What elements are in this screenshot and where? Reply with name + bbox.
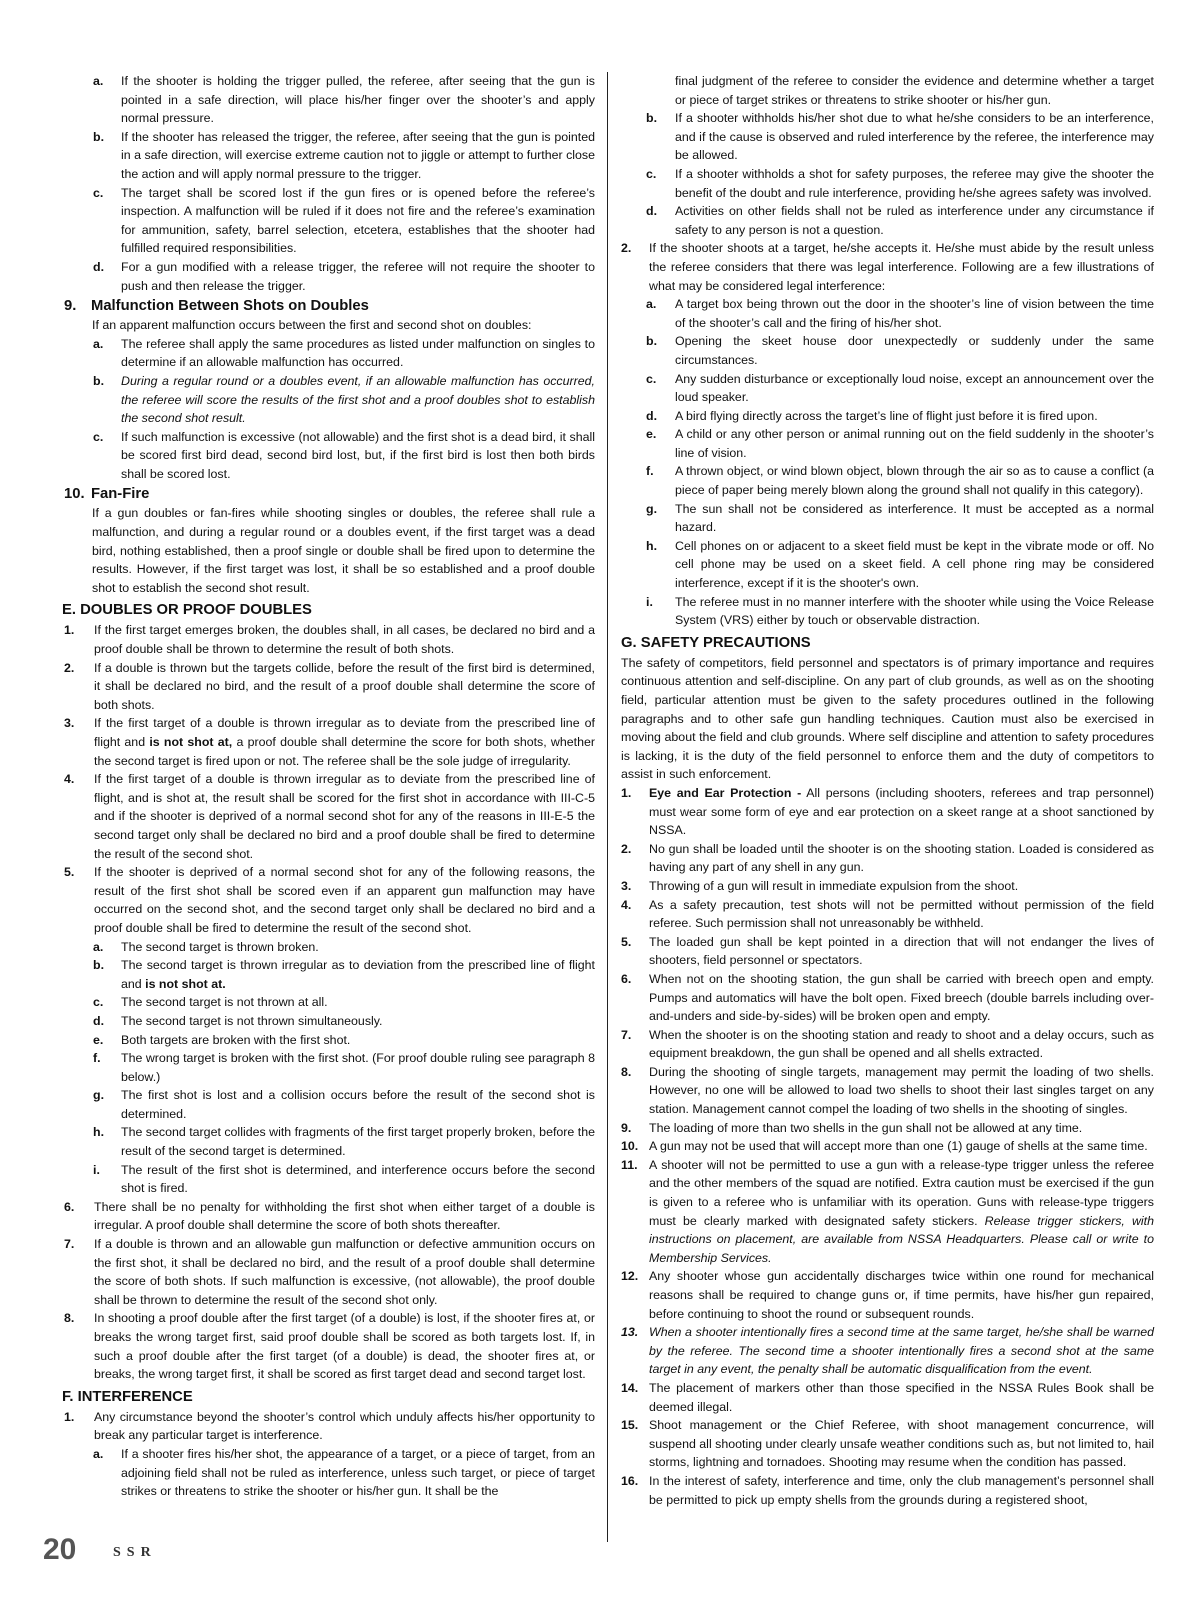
rule-g-item bbox=[621, 1026, 1154, 1063]
item-text: During a regular round or a doubles event, if an allowable malfunction has occurred, the referee will score the results of the first shot and a proof doubles shot to establish the second shot result. bbox=[121, 373, 595, 426]
rule-g-list bbox=[621, 840, 1154, 1156]
item-text: In shooting a proof double after the first target (of a double) is lost, if the shooter fires at, or breaks the wrong target first, said proof double shall be scored as both targets lost. If, in such a proof double after the first target (of a double) is dead, the shooter fires at, or breaks, the wrong target first, it shall be scored as first target dead and second target lost. bbox=[94, 1311, 595, 1382]
rule-f1-list bbox=[621, 109, 1154, 239]
rule-g-item bbox=[621, 970, 1154, 1026]
rule-f2-item bbox=[621, 537, 1154, 593]
rule-9-list bbox=[62, 335, 595, 484]
rule-e5-item bbox=[62, 1012, 595, 1031]
rule-e5-list bbox=[62, 993, 595, 1198]
item-label: d. bbox=[93, 1013, 105, 1028]
rule-g13: 13. When a shooter intentionally fires a second time at the same target, he/she shall be warned by the referee. The second time a shooter intentionally fires a second shot at the same target in any event, the penalty shall be automatic disqualification from the event. bbox=[621, 1325, 1154, 1377]
rule-e3: 3. If the first target of a double is thrown irregular as to deviate from the prescribed line of flight and is not shot at, a proof double shall determine the score for both shots, whether the second target is fired upon or not. The referee shall be the sole judge of irregularity. bbox=[64, 716, 596, 768]
rule-g-item bbox=[621, 1379, 1154, 1416]
paragraph-10-fan-fire: If a gun doubles or fan-fires while shooting singles or doubles, the referee shall rule a malfunction, and during a regular round or a doubles event, if the first target was a dead bird, nothing established, then a proof single or double shall be fired upon to determine the results. However, if the first target was lost, it shall be so established and a proof double shot to establish the second shot result. bbox=[92, 506, 595, 595]
item-text: Any sudden disturbance or exceptionally loud noise, except an announcement over the loud speaker. bbox=[675, 371, 1154, 405]
item-text: For a gun modified with a release trigger, the referee will not require the shooter to push and then release the trigger. bbox=[121, 259, 595, 293]
rule-9-item bbox=[62, 372, 595, 428]
rule-g-item bbox=[621, 1119, 1154, 1138]
item-label: 3. bbox=[621, 878, 632, 893]
safety-intro-paragraph: The safety of competitors, field personnel and spectators is of primary importance and requires continuous attention and self-discipline. On any part of club grounds, as well as on the shooting field, particular attention must be given to the safety procedures outlined in the following paragraphs and to other safe gun handling techniques. Caution must also be exercised in moving about the field and club grounds. Where self discipline and attention to safety procedures is lacking, it is the duty of the field personnel to enforce them and the duty of competitors to assist in such enforcement. bbox=[621, 655, 1154, 782]
rule-e5-item bbox=[62, 993, 595, 1012]
item-text: When the shooter is on the shooting station and ready to shoot and a delay occurs, such as equipment breakdown, the gun shall be opened and all shells extracted. bbox=[649, 1027, 1154, 1061]
heading-9-malfunction-doubles: 9. Malfunction Between Shots on Doubles bbox=[64, 298, 369, 315]
rule-g-item bbox=[621, 933, 1154, 970]
item-text: If a shooter withholds his/her shot due to what he/she considers to be an interference, and if the cause is observed and ruled interference by the referee, the interference may be allowed. bbox=[675, 111, 1154, 163]
item-label: h. bbox=[646, 538, 658, 553]
rule-e5-item bbox=[62, 1086, 595, 1123]
rule-g-item bbox=[621, 877, 1154, 896]
section-e-heading: E. DOUBLES OR PROOF DOUBLES bbox=[62, 602, 312, 619]
item-text: As a safety precaution, test shots will not be permitted without permission of the field referee. Such permission shall not unreasonably be withheld. bbox=[649, 897, 1154, 931]
rule-f1a: a. If a shooter fires his/her shot, the appearance of a target, or a piece of target, from an adjoining field shall not be ruled as interference, unless such target, or piece of target strikes or threatens to strike the shooter or his/her gun. It shall be the bbox=[93, 1446, 595, 1499]
rule-e5-item bbox=[62, 1123, 595, 1160]
item-text: Cell phones on or adjacent to a skeet field must be kept in the vibrate mode or off. No cell phone may be used on a skeet field. A cell phone ring may be considered interference, except if it is the shooter's own. bbox=[675, 538, 1154, 591]
item-text: When not on the shooting station, the gun shall be carried with breech open and empty. Pumps and automatics will have the bolt open. Fixed breech (double barrels including over-and-unders and side-by-sides) will be broken open and empty. bbox=[649, 971, 1154, 1024]
rule-f2-item bbox=[621, 332, 1154, 369]
rule-f2-item bbox=[621, 593, 1154, 630]
item-label: 14. bbox=[621, 1380, 639, 1395]
rule-g-item bbox=[621, 1137, 1154, 1156]
rule-e-item bbox=[62, 1198, 595, 1235]
rule-f2-item bbox=[621, 407, 1154, 426]
item-text: The second target is not thrown at all. bbox=[121, 995, 328, 1010]
rule-9-item bbox=[62, 428, 595, 484]
item-text: No gun shall be loaded until the shooter is on the shooting station. Loaded is considered as having any part of any shell in any gun. bbox=[649, 841, 1154, 875]
rule-e5b: b. The second target is thrown irregular as to deviation from the prescribed line of flight and is not shot at. bbox=[93, 958, 595, 991]
rule-e5-item bbox=[62, 1031, 595, 1050]
item-label: a. bbox=[93, 336, 104, 351]
item-text: A child or any other person or animal running out on the field suddenly in the shooter’s line of vision. bbox=[675, 427, 1154, 460]
item-label: b. bbox=[646, 111, 658, 126]
rule-g11: 11. A shooter will not be permitted to use a gun with a release-type trigger unless the referee and the other members of the squad are notified. Extra caution must be exercised if the gun is given to a referee who is unfamiliar with its operation. Guns with release-type triggers must be clearly marked with designated safety stickers. Release trigger stickers, with instructions on placement, are available from NSSA Headquarters. Please call or write to Membership Services. bbox=[621, 1157, 1154, 1265]
item-label: e. bbox=[93, 1032, 104, 1047]
item-text: In the interest of safety, interference and time, only the club management’s personnel shall be permitted to pick up empty shells from the grounds during a registered shoot, bbox=[649, 1473, 1154, 1507]
rule-f2-item bbox=[621, 462, 1154, 499]
item-text: There shall be no penalty for withholding the first shot when either target of a double is irregular. A proof double shall determine the score of both shots thereafter. bbox=[94, 1199, 595, 1233]
rule-g-item bbox=[621, 896, 1154, 933]
item-text: The referee must in no manner interfere with the shooter while using the Voice Release System (VRS) either by touch or observable distraction. bbox=[675, 594, 1154, 628]
item-label: c. bbox=[93, 995, 104, 1010]
rule-8-item bbox=[62, 72, 595, 128]
item-label: 9. bbox=[621, 1120, 632, 1135]
item-text: Throwing of a gun will result in immediate expulsion from the shoot. bbox=[649, 878, 1019, 893]
rule-g-item bbox=[621, 840, 1154, 877]
item-label: e. bbox=[646, 427, 657, 442]
item-label: i. bbox=[93, 1162, 100, 1177]
rule-e5: 5. If the shooter is deprived of a normal second shot for any of the following reasons, the result of the first shot shall be scored even if an apparent gun malfunction may have occurred on the second shot, and the second target only shall be declared no bird and a proof double shall be fired to determine the result of the second shot. bbox=[64, 865, 595, 935]
item-label: 6. bbox=[64, 1199, 75, 1214]
item-text: The loading of more than two shells in the gun shall not be allowed at any time. bbox=[649, 1120, 1083, 1135]
item-label: 8. bbox=[64, 1311, 75, 1326]
item-text: The sun shall not be considered as interference. It must be accepted as a normal hazard. bbox=[675, 501, 1154, 535]
rule-e2: 2. If a double is thrown but the targets collide, before the result of the first bird is determined, it shall be declared no bird, and the result of a proof double shall determine the score of both shots. bbox=[64, 660, 595, 712]
page-footer bbox=[43, 1533, 157, 1567]
left-column bbox=[62, 72, 595, 1501]
item-label: 7. bbox=[621, 1027, 632, 1042]
item-label: f. bbox=[93, 1051, 101, 1066]
rule-8-item bbox=[62, 258, 595, 295]
item-text: Both targets are broken with the first shot. bbox=[121, 1032, 351, 1047]
rule-e-item bbox=[62, 1309, 595, 1383]
item-label: b. bbox=[93, 129, 105, 144]
item-text: The wrong target is broken with the first shot. (For proof double ruling see paragraph 8 below.) bbox=[121, 1051, 595, 1084]
rule-e4: 4. If the first target of a double is thrown irregular as to deviate from the prescribed line of flight, and is shot at, the result shall be scored for the first shot in accordance with III-C-5 and if the shooter is deprived of a normal second shot for any of the reasons in III-E-5 the second target only shall be declared no bird and a proof double shall be fired to determine the result of the second shot. bbox=[64, 772, 595, 861]
rule-f2-item bbox=[621, 425, 1154, 462]
rule-e5-item bbox=[62, 1161, 595, 1198]
rule-8-item bbox=[62, 184, 595, 258]
item-label: 4. bbox=[621, 897, 632, 912]
rule-e5a: a. The second target is thrown broken. bbox=[93, 939, 319, 954]
rule-f1-item bbox=[621, 165, 1154, 202]
item-text: A target box being thrown out the door in the shooter’s line of vision between the time of the shooter’s call and the firing of his/her shot. bbox=[675, 297, 1154, 330]
column-divider bbox=[607, 72, 608, 1542]
rule-g-item bbox=[621, 1416, 1154, 1472]
rule-f2-item bbox=[621, 295, 1154, 332]
item-text: During the shooting of single targets, management may permit the loading of two shells. However, no one will be allowed to load two shells to shoot their last singles target on any station. Management cannot compel the loading of two shells in the shooting of singles. bbox=[649, 1064, 1154, 1117]
item-label: b. bbox=[93, 373, 105, 388]
item-text: The first shot is lost and a collision occurs before the result of the second shot is determined. bbox=[121, 1088, 595, 1121]
rule-e1: 1. If the first target emerges broken, the doubles shall, in all cases, be declared no bird and a proof double shall be thrown to determine the result of both shots. bbox=[64, 623, 595, 657]
rule-f1-item bbox=[621, 202, 1154, 239]
item-text: A gun may not be used that will accept more than one (1) gauge of shells at the same time. bbox=[649, 1139, 1148, 1154]
rule-f1a-continued: final judgment of the referee to consider the evidence and determine whether a target or piece of target strikes or threatens to strike shooter or his/her gun. bbox=[675, 74, 1154, 107]
rule-f2-item bbox=[621, 500, 1154, 537]
item-label: b. bbox=[646, 334, 658, 349]
item-text: If the shooter is holding the trigger pulled, the referee, after seeing that the gun is pointed in a safe direction, will place his/her finger over the shooter’s and apply normal pressure. bbox=[121, 74, 595, 126]
rule-g-item bbox=[621, 1063, 1154, 1119]
item-text: If such malfunction is excessive (not allowable) and the first shot is a dead bird, it shall be scored first bird dead, second bird lost, but, if the first bird is lost then both birds shall be scored lost. bbox=[121, 429, 595, 481]
rule-e-list bbox=[62, 1198, 595, 1384]
item-text: If a double is thrown and an allowable gun malfunction or defective ammunition occurs on the first shot, it shall be declared no bird, and the result of a proof double shall determine the score of both shots. If such malfunction is excessive, (not allowable), the proof double shall be thrown to determine the result of the second shot only. bbox=[94, 1237, 595, 1307]
item-label: a. bbox=[93, 74, 104, 88]
item-label: d. bbox=[646, 408, 658, 423]
item-label: 15. bbox=[621, 1418, 639, 1433]
item-text: Activities on other fields shall not be ruled as interference under any circumstance if safety to any person is not a question. bbox=[675, 204, 1154, 237]
item-label: a. bbox=[646, 297, 657, 312]
item-text: Opening the skeet house door unexpectedly or suddenly under the same circumstances. bbox=[675, 334, 1154, 367]
section-f-heading: F. INTERFERENCE bbox=[62, 1388, 193, 1405]
item-label: 5. bbox=[621, 934, 632, 949]
rule-9-item bbox=[62, 335, 595, 372]
item-label: c. bbox=[646, 371, 657, 386]
item-text: The loaded gun shall be kept pointed in a direction that will not endanger the lives of shooters, field personnel or spectators. bbox=[649, 934, 1154, 968]
rule-f2-list bbox=[621, 295, 1154, 630]
rule-g-list bbox=[621, 1379, 1154, 1509]
item-label: 16. bbox=[621, 1473, 639, 1488]
item-label: 6. bbox=[621, 971, 632, 986]
item-text: A thrown object, or wind blown object, blown through the air so as to cause a conflict (a piece of paper being merely blown along the ground shall not qualify in this category). bbox=[675, 464, 1154, 498]
item-label: h. bbox=[93, 1125, 105, 1140]
item-label: 7. bbox=[64, 1237, 75, 1252]
rule-e5-item bbox=[62, 1049, 595, 1086]
item-label: 10. bbox=[621, 1139, 639, 1154]
item-label: c. bbox=[93, 429, 104, 444]
item-text: The target shall be scored lost if the gun fires or is opened before the referee’s inspection. A malfunction will be ruled if it does not fire and the referee’s examination for ammunition, safety, barrel selection, etcetera, establishes that the shooter had fulfilled required responsibilities. bbox=[121, 185, 595, 256]
item-label: g. bbox=[93, 1088, 105, 1103]
intro-9: If an apparent malfunction occurs between the first and second shot on doubles: bbox=[92, 318, 532, 333]
item-text: The placement of markers other than those specified in the NSSA Rules Book shall be deemed illegal. bbox=[649, 1380, 1154, 1414]
rule-f1: 1. Any circumstance beyond the shooter’s control which unduly affects his/her opportunity to break any particular target is interference. bbox=[64, 1409, 595, 1443]
rule-8-item bbox=[62, 128, 595, 184]
item-label: 2. bbox=[621, 841, 632, 856]
item-label: c. bbox=[93, 185, 104, 200]
item-text: Shoot management or the Chief Referee, with shoot management concurrence, will suspend all shooting under clearly unsafe weather conditions such as, but not limited to, hail storms, lightning and tornadoes. Shooting may resume when the condition has passed. bbox=[649, 1418, 1154, 1470]
rule-f2: 2. If the shooter shoots at a target, he/she accepts it. He/she must abide by the result unless the referee considers that there was legal interference. Following are a few illustrations of what may be considered legal interference: bbox=[621, 241, 1154, 293]
item-text: If a shooter withholds a shot for safety purposes, the referee may give the shooter the benefit of the doubt and rule interference, providing he/she agrees safety was involved. bbox=[675, 166, 1154, 200]
right-column bbox=[621, 72, 1154, 1509]
item-label: g. bbox=[646, 501, 658, 516]
item-label: f. bbox=[646, 464, 654, 479]
section-g-heading: G. SAFETY PRECAUTIONS bbox=[621, 634, 811, 651]
running-title: SSR bbox=[113, 1545, 157, 1560]
item-text: The second target is not thrown simultaneously. bbox=[121, 1013, 383, 1028]
item-text: The referee shall apply the same procedures as listed under malfunction on singles to determine if an allowable malfunction has occurred. bbox=[121, 336, 595, 370]
item-text: If the shooter has released the trigger, the referee, after seeing that the gun is pointed in a safe direction, will exercise extreme caution not to jiggle or attempt to further close the action and will apply normal pressure to the trigger. bbox=[121, 129, 595, 181]
item-text: A bird flying directly across the target’s line of flight just before it is fired upon. bbox=[675, 408, 1098, 423]
page-number: 20 bbox=[43, 1533, 77, 1566]
item-label: d. bbox=[646, 204, 658, 219]
rule-g-item bbox=[621, 1472, 1154, 1509]
item-label: c. bbox=[646, 166, 657, 181]
item-label: i. bbox=[646, 594, 653, 609]
rule-g12: 12. Any shooter whose gun accidentally discharges twice within one round for mechanical reasons shall be required to change guns or, if time permits, have his/her gun repaired, before continuing to shoot the round or subsequent rounds. bbox=[621, 1269, 1154, 1321]
rule-g1: 1. Eye and Ear Protection - All persons (including shooters, referees and trap personnel) must wear some form of eye and ear protection on a skeet range at a shoot sanctioned by NSSA. bbox=[621, 785, 1154, 838]
rule-f1-item bbox=[621, 109, 1154, 165]
rule-e-item bbox=[62, 1235, 595, 1309]
item-label: 8. bbox=[621, 1064, 632, 1079]
rule-f2-item bbox=[621, 370, 1154, 407]
rule-8-list bbox=[62, 72, 595, 295]
item-text: The second target collides with fragments of the first target properly broken, before the result of the second target is determined. bbox=[121, 1125, 595, 1159]
item-text: The result of the first shot is determined, and interference occurs before the second shot is fired. bbox=[121, 1162, 595, 1196]
item-label: d. bbox=[93, 259, 105, 274]
heading-10-fan-fire: 10. Fan-Fire bbox=[64, 486, 150, 503]
